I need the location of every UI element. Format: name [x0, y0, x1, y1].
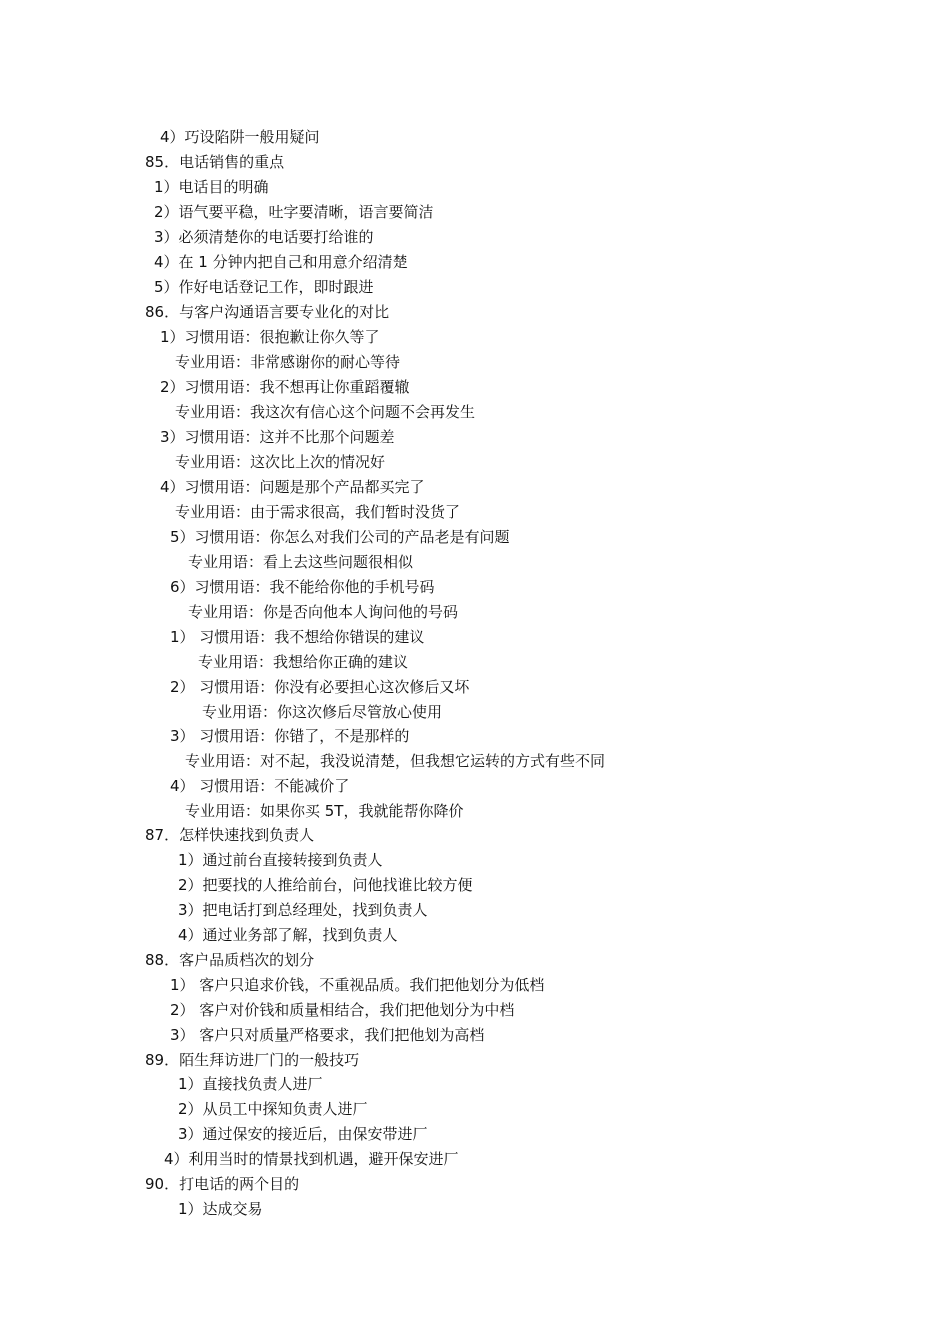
list-item-detail: 专业用语：由于需求很高，我们暂时没货了 — [175, 503, 461, 521]
list-item: 5）作好电话登记工作，即时跟进 — [154, 278, 374, 296]
list-item: 4）在 1 分钟内把自己和用意介绍清楚 — [154, 253, 408, 271]
list-item: 4）利用当时的情景找到机遇，避开保安进厂 — [164, 1150, 459, 1168]
list-item-detail: 专业用语：如果你买 5T，我就能帮你降价 — [185, 802, 464, 820]
list-item-detail: 专业用语：你这次修后尽管放心使用 — [202, 703, 443, 721]
list-item: 3）把电话打到总经理处，找到负责人 — [178, 901, 428, 919]
section-heading: 87．怎样快速找到负责人 — [145, 826, 315, 844]
list-item: 2）语气要平稳，吐字要清晰，语言要简洁 — [154, 203, 434, 221]
list-item: 4） 习惯用语：不能减价了 — [170, 777, 350, 795]
list-item: 1）直接找负责人进厂 — [178, 1075, 323, 1093]
list-item-detail: 专业用语：非常感谢你的耐心等待 — [175, 353, 401, 371]
list-item: 1）电话目的明确 — [154, 178, 269, 196]
list-item: 4）习惯用语：问题是那个产品都买完了 — [160, 478, 425, 496]
list-item-detail: 专业用语：这次比上次的情况好 — [175, 453, 386, 471]
list-item-detail: 专业用语：对不起，我没说清楚，但我想它运转的方式有些不同 — [185, 752, 606, 770]
list-item: 2） 习惯用语：你没有必要担心这次修后又坏 — [170, 678, 470, 696]
list-item: 1）达成交易 — [178, 1200, 263, 1218]
list-item: 1） 客户只追求价钱，不重视品质。我们把他划分为低档 — [170, 976, 545, 994]
section-heading: 86．与客户沟通语言要专业化的对比 — [145, 303, 390, 321]
list-item: 3） 客户只对质量严格要求，我们把他划为高档 — [170, 1026, 485, 1044]
list-item: 2）从员工中探知负责人进厂 — [178, 1100, 368, 1118]
list-item-detail: 专业用语：我这次有信心这个问题不会再发生 — [175, 403, 476, 421]
list-item: 3） 习惯用语：你错了，不是那样的 — [170, 727, 410, 745]
list-item: 1）习惯用语：很抱歉让你久等了 — [160, 328, 380, 346]
list-item: 1） 习惯用语：我不想给你错误的建议 — [170, 628, 425, 646]
list-item: 2）把要找的人推给前台，问他找谁比较方便 — [178, 876, 473, 894]
list-item-detail: 专业用语：你是否向他本人询问他的号码 — [188, 603, 459, 621]
list-item: 2） 客户对价钱和质量相结合，我们把他划分为中档 — [170, 1001, 515, 1019]
list-item: 3）必须清楚你的电话要打给谁的 — [154, 228, 374, 246]
list-item: 6）习惯用语：我不能给你他的手机号码 — [170, 578, 435, 596]
list-item: 4）通过业务部了解，找到负责人 — [178, 926, 398, 944]
section-heading: 89．陌生拜访进厂门的一般技巧 — [145, 1051, 360, 1069]
list-item: 2）习惯用语：我不想再让你重蹈覆辙 — [160, 378, 410, 396]
list-item-detail: 专业用语：看上去这些问题很相似 — [188, 553, 414, 571]
list-item: 4）巧设陷阱一般用疑问 — [160, 128, 320, 146]
list-item-detail: 专业用语：我想给你正确的建议 — [198, 653, 409, 671]
list-item: 1）通过前台直接转接到负责人 — [178, 851, 383, 869]
section-heading: 88．客户品质档次的划分 — [145, 951, 315, 969]
list-item: 3）通过保安的接近后，由保安带进厂 — [178, 1125, 428, 1143]
list-item: 5）习惯用语：你怎么对我们公司的产品老是有问题 — [170, 528, 510, 546]
section-heading: 90．打电话的两个目的 — [145, 1175, 300, 1193]
list-item: 3）习惯用语：这并不比那个问题差 — [160, 428, 395, 446]
section-heading: 85．电话销售的重点 — [145, 153, 285, 171]
